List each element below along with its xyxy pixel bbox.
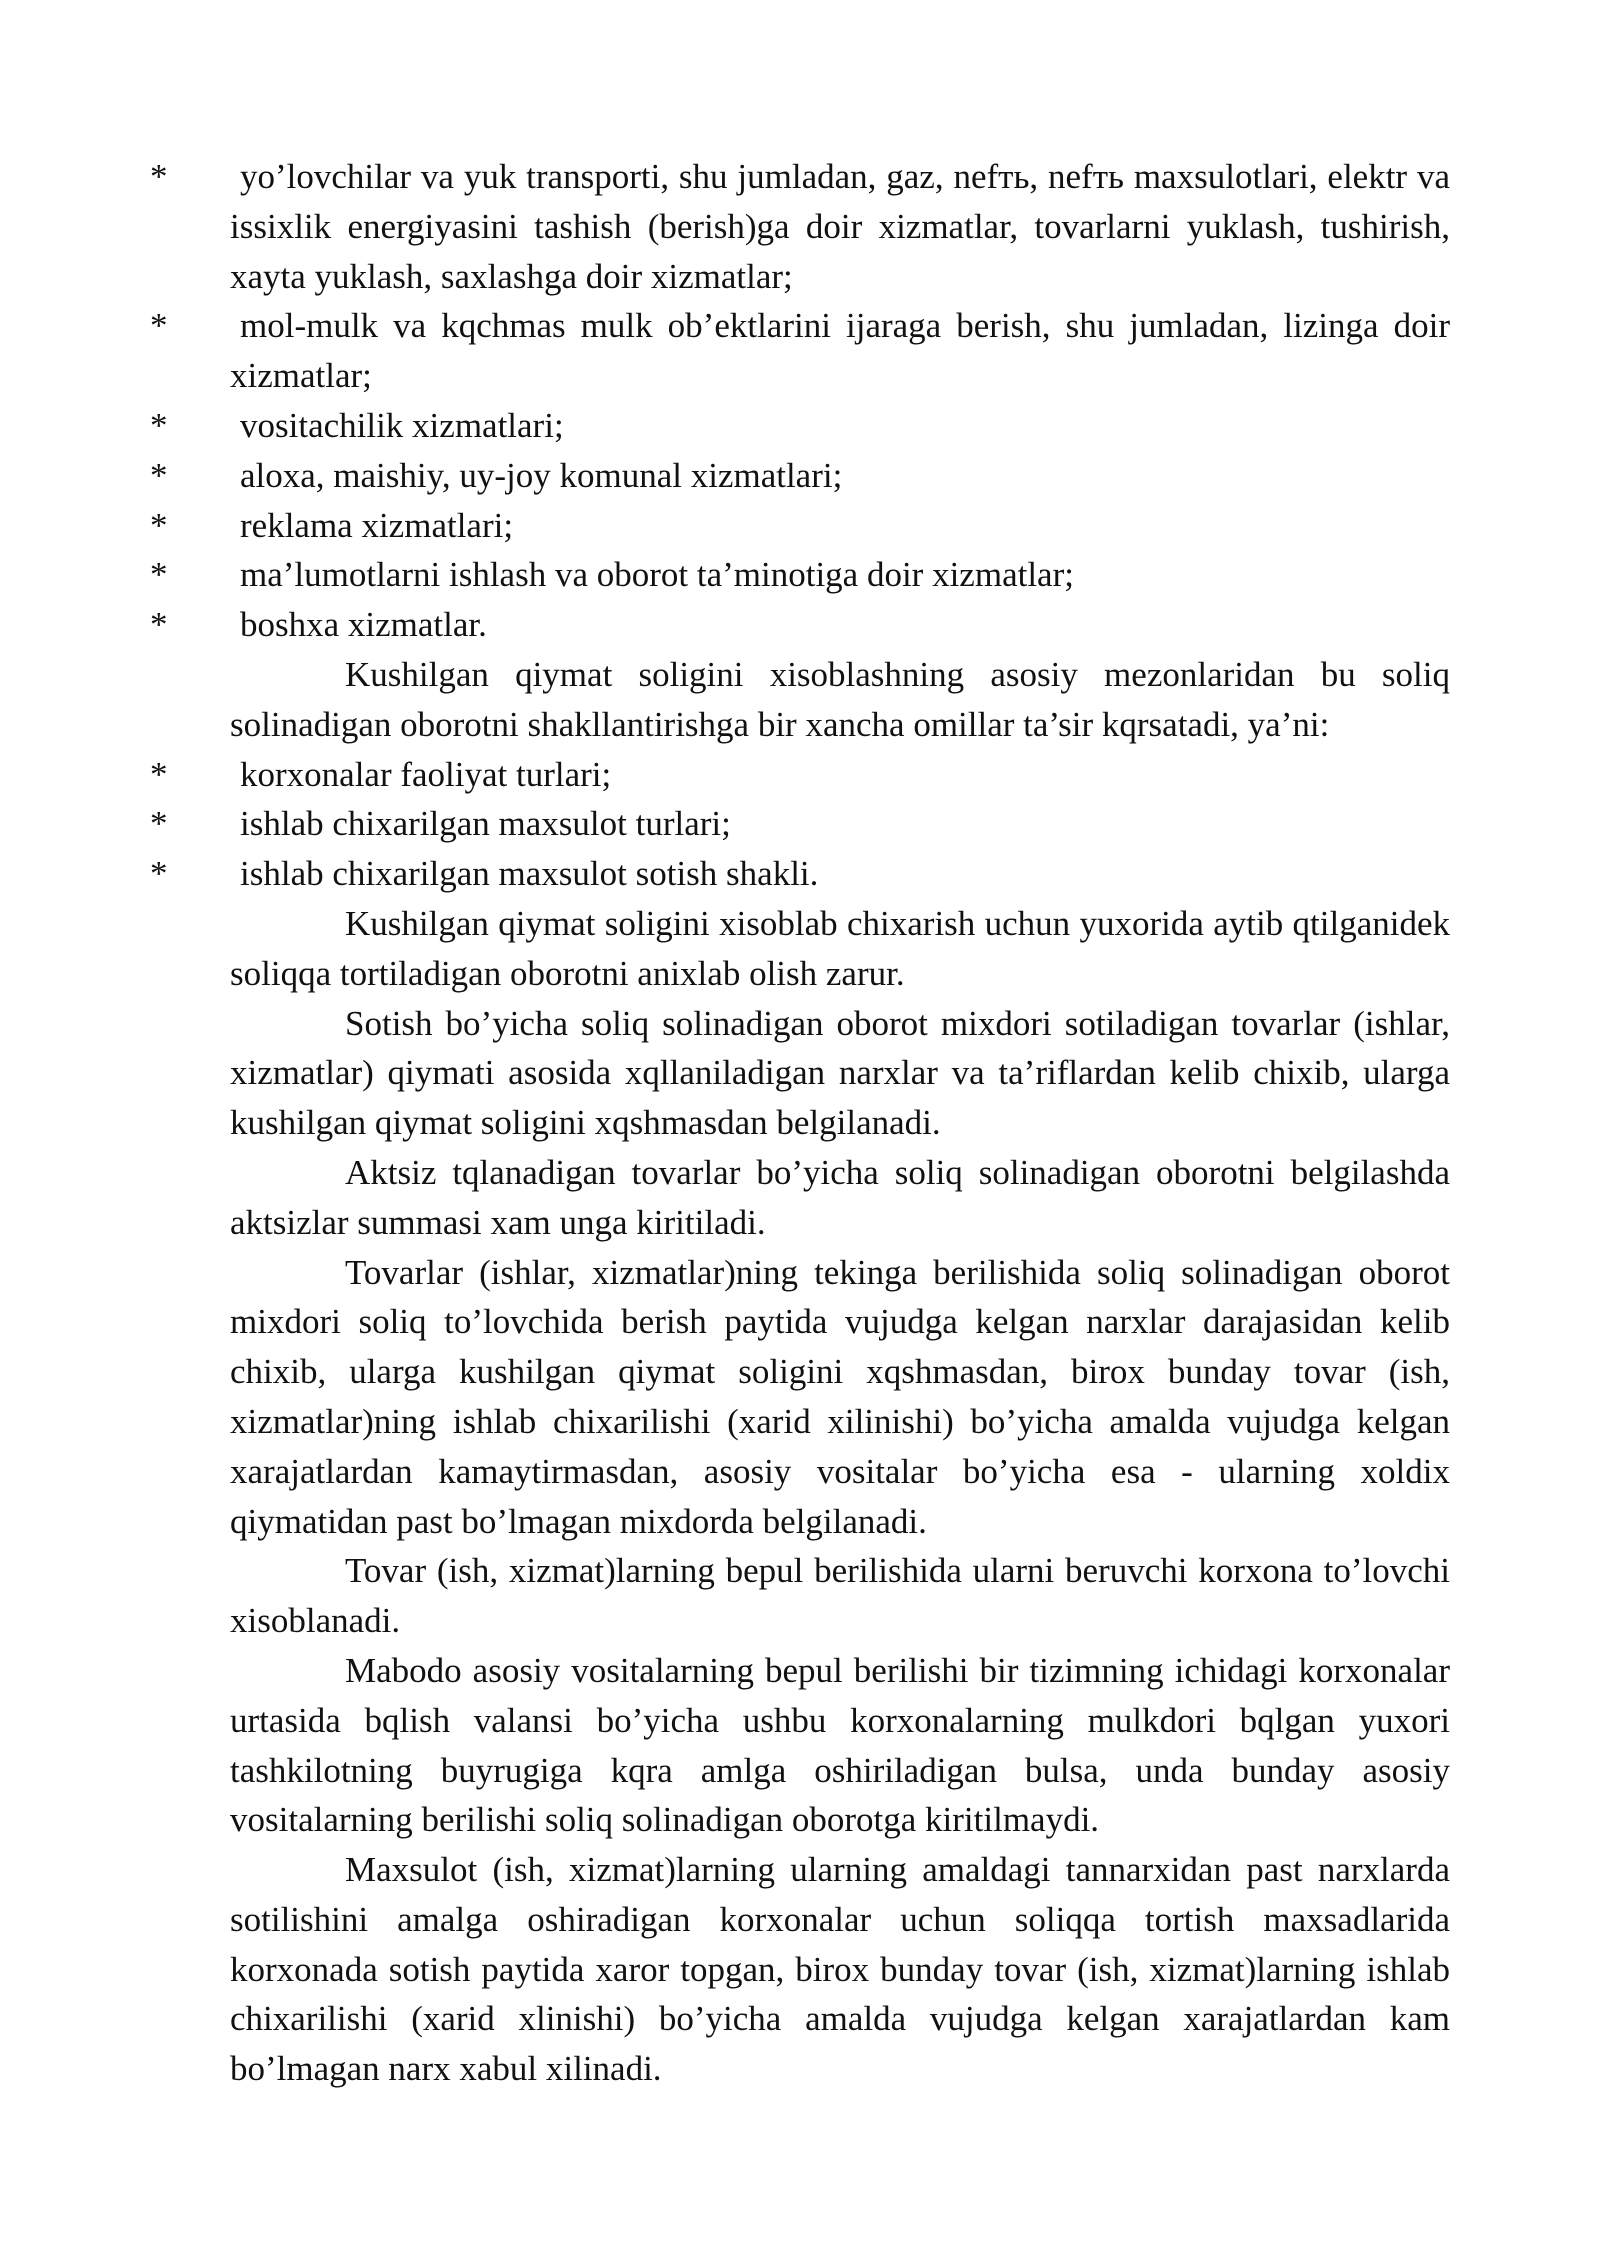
bullet-marker: * [150, 455, 168, 495]
list-item-text: boshxa xizmatlar. [240, 605, 487, 645]
bullet-marker: * [150, 804, 168, 844]
list-item [150, 849, 1450, 899]
list-item [150, 600, 1450, 650]
paragraph: Sotish bo’yicha soliq solinadigan oborot mixdori sotiladigan tovarlar (ishlar, xizmatlar) qiymati asosida xqllaniladigan narxlar va ta’riflardan kelib chixib, ularga kushilgan qiymat soligini xqshmasdan belgilanadi. [230, 1003, 1450, 1143]
paragraph: Kushilgan qiymat soligini xisoblashning asosiy mezonlaridan bu soliq solinadigan oborotni shakllantirishga bir xancha omillar ta’sir kqrsatadi, ya’ni: [230, 654, 1450, 744]
list-item [150, 301, 1450, 401]
bullet-marker: * [150, 405, 168, 445]
list-item-text: ishlab chixarilgan maxsulot turlari; [240, 804, 731, 844]
bullet-marker: * [150, 605, 168, 645]
list-item [150, 799, 1450, 849]
list-item [150, 750, 1450, 800]
bullet-marker: * [150, 505, 168, 545]
bullet-marker: * [150, 306, 168, 346]
list-item-text: aloxa, maishiy, uy-joy komunal xizmatlari; [240, 455, 843, 495]
list-item-text: ma’lumotlarni ishlash va oborot ta’minotiga doir xizmatlar; [240, 555, 1074, 595]
paragraph: Maxsulot (ish, xizmat)larning ularning amaldagi tannarxidan past narxlarda sotilishini amalga oshiradigan korxonalar uchun soliqqa tortish maxsadlarida korxonada sotish paytida xaror topgan, birox bunday tovar (ish, xizmat)larning ishlab chixarilishi (xarid xlinishi) bo’yicha amalda vujudga kelgan xarajatlardan kam bo’lmagan narx xabul xilinadi. [230, 1850, 1450, 2089]
list-item [150, 501, 1450, 551]
paragraph: Mabodo asosiy vositalarning bepul berilishi bir tizimning ichidagi korxonalar urtasida bqlish valansi bo’yicha ushbu korxonalarning mulkdori bqlgan yuxori tashkilotning buyrugiga kqra amlga oshiriladigan bulsa, unda bunday asosiy vositalarning berilishi soliq solinadigan oborotga kiritilmaydi. [230, 1650, 1450, 1840]
list-item-text: korxonalar faoliyat turlari; [240, 754, 612, 794]
list-item-text: vositachilik xizmatlari; [240, 405, 564, 445]
list-item [150, 550, 1450, 600]
bullet-marker: * [150, 555, 168, 595]
paragraph: Aktsiz tqlanadigan tovarlar bo’yicha soliq solinadigan oborotni belgilashda aktsizlar summasi xam unga kiritiladi. [230, 1152, 1450, 1242]
list-item-text: ishlab chixarilgan maxsulot sotish shakli. [240, 854, 819, 894]
list-item-text: mol-mulk va kqchmas mulk ob’ektlarini ijaraga berish, shu jumladan, lizinga doir xizmatlar; [230, 306, 1450, 396]
bullet-marker: * [150, 754, 168, 794]
list-item [150, 451, 1450, 501]
paragraph: Tovarlar (ishlar, xizmatlar)ning tekinga berilishida soliq solinadigan oborot mixdori soliq to’lovchida berish paytida vujudga kelgan narxlar darajasidan kelib chixib, ularga kushilgan qiymat soligini xqshmasdan, birox bunday tovar (ish, xizmatlar)ning ishlab chixarilishi (xarid xilinishi) bo’yicha amalda vujudga kelgan xarajatlardan kamaytirmasdan, asosiy vositalar bo’yicha esa - ularning xoldix qiymatidan past bo’lmagan mixdorda belgilanadi. [230, 1252, 1450, 1541]
list-item [150, 152, 1450, 301]
document-body [150, 152, 1450, 2094]
bullet-marker: * [150, 854, 168, 894]
paragraph: Kushilgan qiymat soligini xisoblab chixarish uchun yuxorida aytib qtilganidek soliqqa tortiladigan oborotni anixlab olish zarur. [230, 903, 1450, 993]
list-item-text: yo’lovchilar va yuk transporti, shu jumladan, gaz, nefть, nefть maxsulotlari, elektr va issixlik energiyasini tashish (berish)ga doir xizmatlar, tovarlarni yuklash, tushirish, xayta yuklash, saxlashga doir xizmatlar; [230, 157, 1450, 296]
list-item-text: reklama xizmatlari; [240, 505, 514, 545]
paragraph: Tovar (ish, xizmat)larning bepul berilishida ularni beruvchi korxona to’lovchi xisoblanadi. [230, 1551, 1450, 1641]
list-item [150, 401, 1450, 451]
bullet-marker: * [150, 157, 168, 196]
